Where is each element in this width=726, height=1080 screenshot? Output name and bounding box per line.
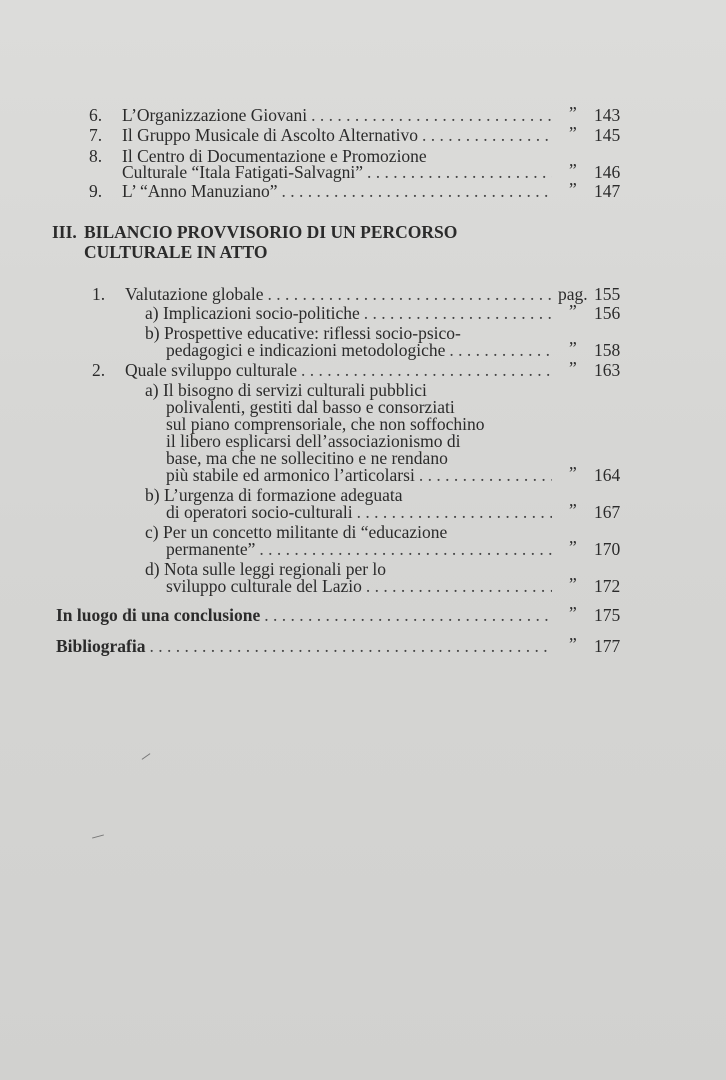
section-title: BILANCIO PROVVISORIO DI UN PERCORSO <box>84 222 458 242</box>
leader-dots <box>259 539 552 559</box>
toc-entry-title: Bibliografia <box>56 636 146 656</box>
page-number: 156 <box>594 303 621 323</box>
toc-entry <box>125 360 556 380</box>
ditto-mark: ” <box>569 603 577 623</box>
page-number: 163 <box>594 360 621 380</box>
toc-entry <box>122 125 556 145</box>
toc-entry-title-line: c) Per un concetto militante di “educazione <box>145 522 448 542</box>
ditto-mark: ” <box>569 103 577 123</box>
toc-entry <box>145 303 556 323</box>
page-number: 146 <box>594 162 621 182</box>
section-number: III. <box>52 222 77 242</box>
leader-dots <box>366 576 552 596</box>
toc-entry <box>122 162 556 182</box>
toc-entry-title: In luogo di una conclusione <box>56 605 261 625</box>
ditto-mark: ” <box>569 338 577 358</box>
toc-entry <box>166 502 556 522</box>
leader-dots <box>264 605 552 625</box>
leader-dots <box>311 105 552 125</box>
leader-dots <box>268 284 554 304</box>
toc-entry <box>122 181 556 201</box>
toc-entry-conclusion <box>56 605 556 625</box>
toc-entry-title: sviluppo culturale del Lazio <box>166 576 362 596</box>
ditto-mark: ” <box>569 634 577 654</box>
ditto-mark: ” <box>569 500 577 520</box>
ditto-mark: ” <box>569 358 577 378</box>
page-number: 147 <box>594 181 621 201</box>
toc-entry <box>122 105 556 125</box>
page-number: 164 <box>594 465 621 485</box>
page-number: 143 <box>594 105 621 125</box>
leader-dots <box>367 162 552 182</box>
toc-entry-title: Quale sviluppo culturale <box>125 360 298 380</box>
toc-entry-title: di operatori socio-culturali <box>166 502 353 522</box>
section-title-line-2: CULTURALE IN ATTO <box>84 242 268 262</box>
toc-entry-title: Il Gruppo Musicale di Ascolto Alternativo <box>122 125 418 145</box>
leader-dots <box>149 636 552 656</box>
page-number: 172 <box>594 576 621 596</box>
page-number: 177 <box>594 636 621 656</box>
leader-dots <box>301 360 552 380</box>
toc-entry <box>125 284 557 304</box>
toc-entry-title-line: b) L’urgenza di formazione adeguata <box>145 485 403 505</box>
page-number: 167 <box>594 502 621 522</box>
toc-entry-title: pedagogici e indicazioni metodologiche <box>166 340 446 360</box>
toc-entry <box>166 340 556 360</box>
toc-entry <box>166 576 556 596</box>
item-number: 6. <box>89 105 103 125</box>
toc-entry-title-line: Il Centro di Documentazione e Promozione <box>122 146 427 166</box>
paper-speck <box>92 834 104 838</box>
toc-entry-title: a) Implicazioni socio-politiche <box>145 303 360 323</box>
toc-entry-title: L’Organizzazione Giovani <box>122 105 308 125</box>
ditto-mark: ” <box>569 463 577 483</box>
toc-entry <box>166 539 556 559</box>
toc-entry-title-line: base, ma che ne sollecitino e ne rendano <box>166 448 448 468</box>
toc-entry-title-line: d) Nota sulle leggi regionali per lo <box>145 559 387 579</box>
ditto-mark: ” <box>569 574 577 594</box>
toc-entry-title: permanente” <box>166 539 256 559</box>
item-number: 9. <box>89 181 103 201</box>
page-number: 158 <box>594 340 621 360</box>
toc-entry-title-line: il libero esplicarsi dell’associazionismo di <box>166 431 461 451</box>
toc-entry-title: L’ “Anno Manuziano” <box>122 181 278 201</box>
item-number: 8. <box>89 146 103 166</box>
page-number: 175 <box>594 605 621 625</box>
leader-dots <box>419 465 552 485</box>
leader-dots <box>357 502 552 522</box>
pag-label: pag. <box>558 284 588 304</box>
ditto-mark: ” <box>569 123 577 143</box>
toc-entry <box>166 465 556 485</box>
ditto-mark: ” <box>569 301 577 321</box>
ditto-mark: ” <box>569 179 577 199</box>
leader-dots <box>364 303 552 323</box>
toc-entry-title-line: a) Il bisogno di servizi culturali pubblici <box>145 380 427 400</box>
page-number: 170 <box>594 539 621 559</box>
item-number: 7. <box>89 125 103 145</box>
toc-entry-title: Culturale “Itala Fatigati-Salvagni” <box>122 162 364 182</box>
ditto-mark: ” <box>569 160 577 180</box>
toc-entry-bibliography <box>56 636 556 656</box>
toc-entry-title: Valutazione globale <box>125 284 264 304</box>
item-number: 2. <box>92 360 106 380</box>
ditto-mark: ” <box>569 537 577 557</box>
item-number: 1. <box>92 284 106 304</box>
leader-dots <box>449 340 552 360</box>
paper-speck <box>142 753 151 760</box>
page-number: 155 <box>594 284 621 304</box>
page-number: 145 <box>594 125 621 145</box>
toc-entry-title: più stabile ed armonico l’articolarsi <box>166 465 415 485</box>
toc-entry-title-line: sul piano comprensoriale, che non soffochino <box>166 414 485 434</box>
leader-dots <box>422 125 552 145</box>
leader-dots <box>282 181 552 201</box>
toc-entry-title-line: b) Prospettive educative: riflessi socio-psico- <box>145 323 461 343</box>
toc-entry-title-line: polivalenti, gestiti dal basso e consorziati <box>166 397 455 417</box>
